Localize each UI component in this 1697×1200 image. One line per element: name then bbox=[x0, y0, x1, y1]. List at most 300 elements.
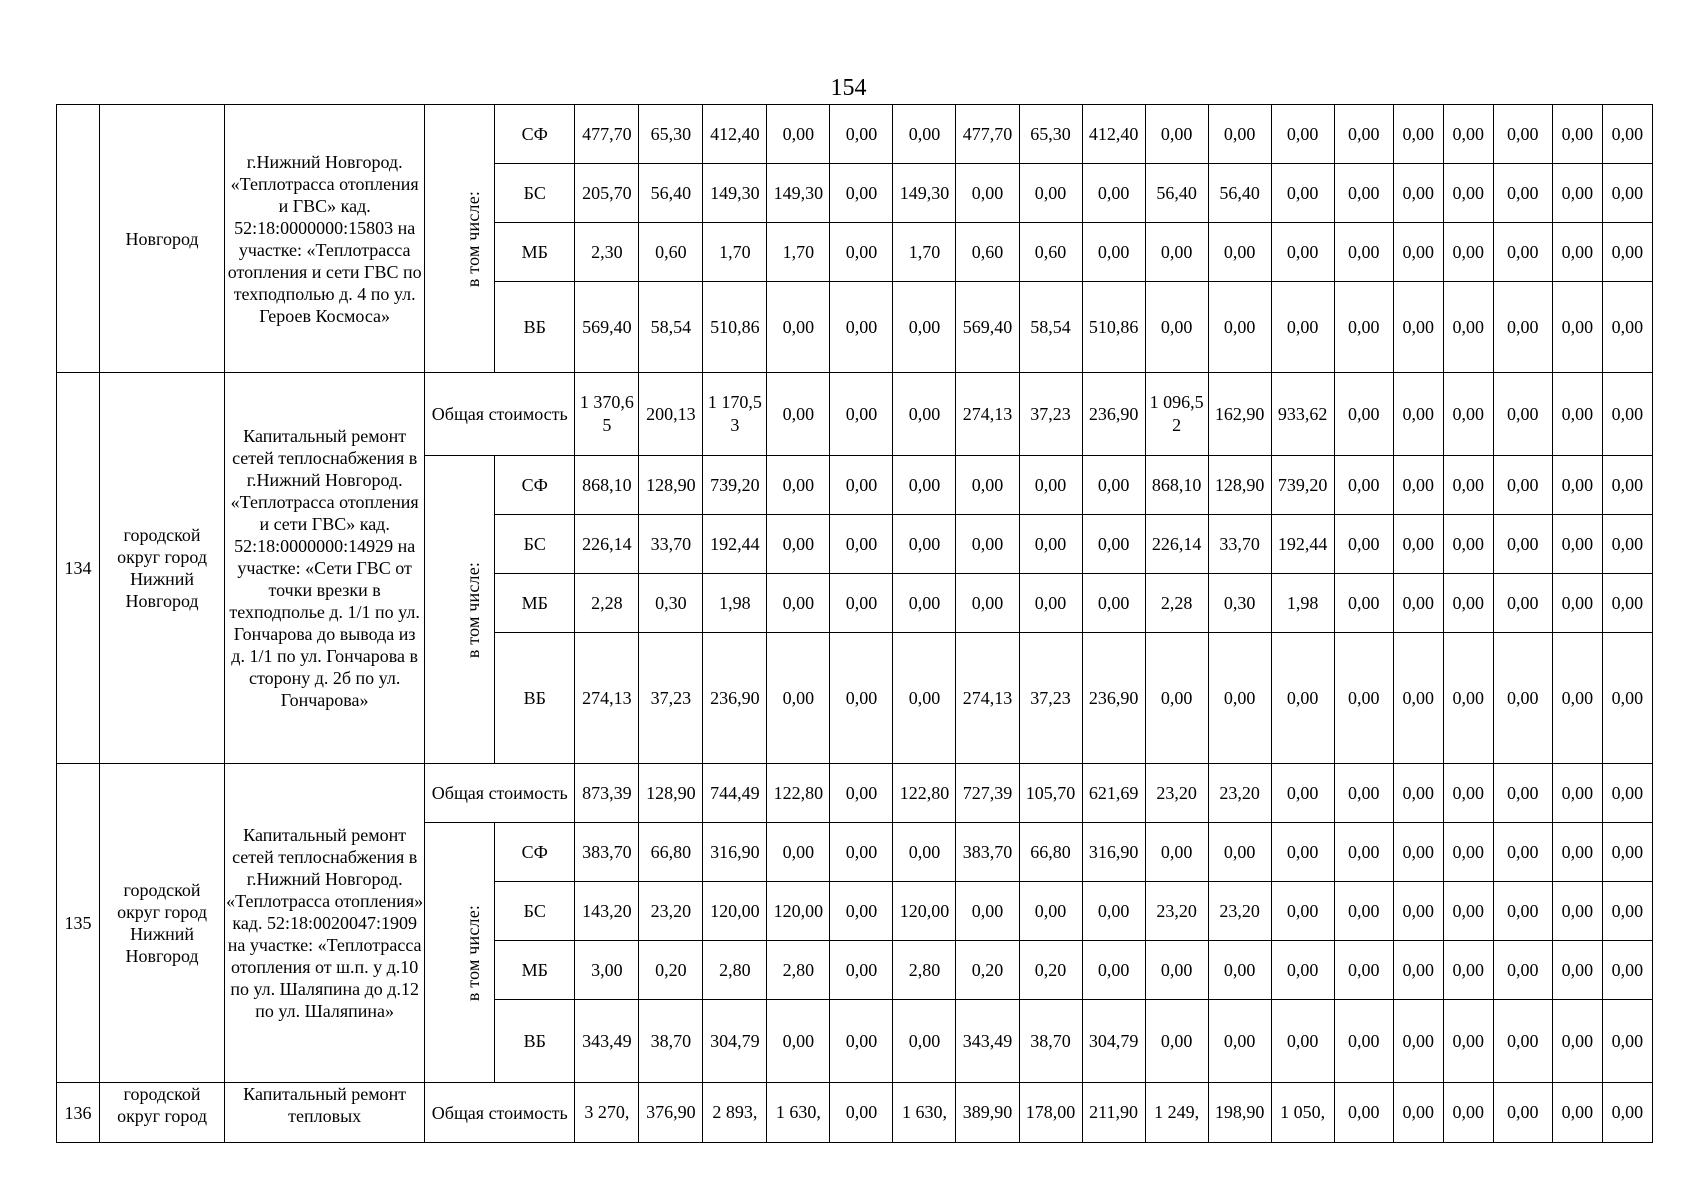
value-cell bbox=[893, 373, 956, 456]
value-cell bbox=[639, 823, 703, 882]
value-text: 120,00 bbox=[710, 900, 760, 921]
value-text: 0,00 bbox=[1507, 592, 1539, 613]
value-text: 0,00 bbox=[1347, 841, 1380, 862]
value-cell bbox=[956, 764, 1019, 823]
value-text: 0,00 bbox=[782, 687, 815, 708]
value-text: 0,00 bbox=[908, 533, 941, 554]
value-text: 0,00 bbox=[1452, 474, 1484, 495]
value-cell bbox=[830, 515, 893, 574]
value-text: 0,00 bbox=[1452, 841, 1484, 862]
value-cell bbox=[1334, 633, 1393, 764]
value-text: 0,00 bbox=[1561, 1102, 1594, 1122]
page-number: 154 bbox=[830, 75, 867, 101]
value-cell bbox=[575, 515, 639, 574]
value-cell bbox=[1082, 941, 1145, 1000]
value-cell bbox=[1443, 282, 1493, 373]
value-text: 0,00 bbox=[782, 316, 815, 337]
value-text: 0,00 bbox=[1347, 687, 1380, 708]
value-text: 37,23 bbox=[1030, 403, 1071, 424]
value-cell bbox=[893, 823, 956, 882]
value-text: 0,00 bbox=[1561, 182, 1594, 203]
value-cell bbox=[767, 941, 830, 1000]
value-cell bbox=[1552, 515, 1602, 574]
value-text: 0,00 bbox=[1160, 123, 1193, 144]
value-text: 0,00 bbox=[1097, 592, 1130, 613]
value-cell bbox=[830, 164, 893, 223]
value-cell bbox=[1271, 223, 1334, 282]
value-text: 0,00 bbox=[1347, 1030, 1380, 1051]
value-cell bbox=[703, 633, 767, 764]
value-cell bbox=[1145, 941, 1208, 1000]
value-text: 739,20 bbox=[710, 474, 760, 495]
value-text: 0,00 bbox=[1611, 182, 1644, 203]
value-cell bbox=[1019, 164, 1082, 223]
value-text: 0,00 bbox=[1286, 182, 1319, 203]
value-cell bbox=[575, 223, 639, 282]
value-cell bbox=[1082, 764, 1145, 823]
value-cell bbox=[703, 515, 767, 574]
value-text: 3,00 bbox=[591, 959, 623, 980]
value-text: 0,00 bbox=[782, 474, 815, 495]
value-cell bbox=[1208, 282, 1271, 373]
value-text: 0,00 bbox=[1611, 900, 1644, 921]
value-cell bbox=[956, 282, 1019, 373]
value-text: 0,00 bbox=[1286, 316, 1319, 337]
value-text: 0,00 bbox=[1452, 959, 1484, 980]
value-cell bbox=[1208, 105, 1271, 164]
value-text: 412,40 bbox=[710, 123, 760, 144]
value-cell bbox=[1208, 1000, 1271, 1083]
value-cell bbox=[767, 1083, 830, 1143]
value-text: 2,28 bbox=[1160, 592, 1193, 613]
value-cell bbox=[1393, 373, 1443, 456]
value-text: 0,00 bbox=[1097, 533, 1130, 554]
value-cell bbox=[1602, 164, 1652, 223]
value-text: 0,00 bbox=[1507, 123, 1539, 144]
funding-source-label: СФ bbox=[495, 456, 575, 515]
value-cell bbox=[639, 282, 703, 373]
value-text: 105,70 bbox=[1025, 782, 1076, 803]
value-cell bbox=[1602, 941, 1652, 1000]
value-cell bbox=[639, 882, 703, 941]
value-text: 23,20 bbox=[1219, 782, 1260, 803]
value-cell bbox=[1393, 282, 1443, 373]
value-text: 0,00 bbox=[1561, 474, 1594, 495]
value-cell bbox=[1082, 164, 1145, 223]
value-cell bbox=[893, 515, 956, 574]
value-text: 1 249, bbox=[1154, 1102, 1200, 1122]
including-label-cell bbox=[425, 823, 495, 1083]
value-text: 0,00 bbox=[1160, 1030, 1193, 1051]
value-cell bbox=[639, 633, 703, 764]
value-text: 56,40 bbox=[650, 182, 692, 203]
value-cell bbox=[1334, 373, 1393, 456]
value-cell bbox=[1552, 823, 1602, 882]
value-cell bbox=[1271, 105, 1334, 164]
value-text: 0,00 bbox=[908, 123, 941, 144]
value-cell bbox=[639, 105, 703, 164]
value-cell bbox=[1552, 764, 1602, 823]
value-cell bbox=[1271, 456, 1334, 515]
value-text: 178,00 bbox=[1025, 1102, 1076, 1122]
value-text: 0,00 bbox=[845, 1102, 878, 1122]
value-text: 0,00 bbox=[1507, 900, 1539, 921]
value-cell bbox=[767, 223, 830, 282]
value-cell bbox=[703, 282, 767, 373]
value-text: 192,44 bbox=[710, 533, 760, 554]
value-text: 0,00 bbox=[1507, 841, 1539, 862]
value-cell bbox=[1145, 164, 1208, 223]
value-text: 569,40 bbox=[962, 316, 1013, 337]
funding-source-label: МБ bbox=[495, 223, 575, 282]
value-text: 38,70 bbox=[650, 1030, 692, 1051]
value-cell bbox=[1552, 574, 1602, 633]
value-text: 37,23 bbox=[650, 687, 692, 708]
value-cell bbox=[1019, 223, 1082, 282]
value-cell bbox=[893, 764, 956, 823]
item-number-cell: 134 bbox=[57, 373, 100, 764]
funding-source-label: БС bbox=[495, 882, 575, 941]
value-text: 0,00 bbox=[845, 782, 878, 803]
value-text: 0,00 bbox=[971, 474, 1004, 495]
value-text: 66,80 bbox=[1030, 841, 1071, 862]
value-cell bbox=[1082, 1000, 1145, 1083]
value-cell bbox=[1145, 1000, 1208, 1083]
value-text: 56,40 bbox=[1219, 182, 1260, 203]
value-text: 0,00 bbox=[1097, 959, 1130, 980]
value-cell bbox=[703, 164, 767, 223]
value-cell bbox=[1393, 941, 1443, 1000]
value-text: 0,00 bbox=[1611, 123, 1644, 144]
value-cell bbox=[1019, 633, 1082, 764]
value-cell bbox=[639, 456, 703, 515]
value-cell bbox=[1334, 1083, 1393, 1143]
value-cell bbox=[767, 105, 830, 164]
value-text: 0,00 bbox=[1402, 841, 1434, 862]
value-text: 0,00 bbox=[1402, 316, 1434, 337]
value-text: 2,30 bbox=[591, 241, 623, 262]
value-cell bbox=[830, 882, 893, 941]
value-text: 0,00 bbox=[971, 182, 1004, 203]
value-text: 0,00 bbox=[1611, 959, 1644, 980]
value-text: 0,00 bbox=[1452, 687, 1484, 708]
value-text: 868,10 bbox=[582, 474, 632, 495]
value-cell bbox=[1602, 515, 1652, 574]
value-text: 0,00 bbox=[1160, 959, 1193, 980]
item-number-cell: 135 bbox=[57, 764, 100, 1083]
value-text: 0,00 bbox=[845, 533, 878, 554]
value-text: 0,00 bbox=[1402, 1030, 1434, 1051]
value-cell bbox=[1602, 633, 1652, 764]
value-text: 0,00 bbox=[1034, 592, 1067, 613]
value-text: 149,30 bbox=[899, 182, 950, 203]
table-row bbox=[57, 105, 1653, 164]
value-cell bbox=[639, 515, 703, 574]
value-cell bbox=[1552, 282, 1602, 373]
value-cell bbox=[830, 823, 893, 882]
value-text: 0,00 bbox=[1507, 533, 1539, 554]
value-text: 0,00 bbox=[1223, 123, 1256, 144]
object-name-cell: г.Нижний Новгород. «Теплотрасса отопления и ГВС» кад. 52:18:0000000:15803 на участке: «Теплотрасса отопления и сети ГВС по техподполью д. 4 по ул. Героев Космоса» bbox=[225, 105, 425, 373]
value-text: 376,90 bbox=[646, 1102, 696, 1122]
value-text: 143,20 bbox=[582, 900, 632, 921]
value-text: 198,90 bbox=[1214, 1102, 1265, 1122]
value-text: 0,60 bbox=[655, 241, 687, 262]
value-cell bbox=[1019, 764, 1082, 823]
value-cell bbox=[1019, 373, 1082, 456]
value-text: 0,00 bbox=[1286, 123, 1319, 144]
value-text: 58,54 bbox=[650, 316, 692, 337]
value-cell bbox=[1082, 574, 1145, 633]
value-cell bbox=[1393, 456, 1443, 515]
value-text: 0,00 bbox=[1347, 182, 1380, 203]
value-cell bbox=[1602, 574, 1652, 633]
value-text: 0,00 bbox=[845, 123, 878, 144]
value-text: 0,00 bbox=[1507, 1102, 1539, 1122]
value-text: 149,30 bbox=[710, 182, 760, 203]
value-text: 0,00 bbox=[845, 841, 878, 862]
value-text: 0,00 bbox=[1402, 1102, 1434, 1122]
value-text: 1 096,52 bbox=[1149, 392, 1204, 435]
value-text: 0,00 bbox=[1286, 241, 1319, 262]
value-cell bbox=[1334, 164, 1393, 223]
value-text: 1,98 bbox=[719, 592, 751, 613]
value-text: 0,20 bbox=[1034, 959, 1067, 980]
value-cell bbox=[1271, 164, 1334, 223]
value-cell bbox=[830, 223, 893, 282]
value-text: 383,70 bbox=[582, 841, 632, 862]
value-cell bbox=[956, 223, 1019, 282]
value-cell bbox=[1493, 1083, 1552, 1143]
value-text: 0,00 bbox=[1561, 782, 1594, 803]
value-cell bbox=[767, 282, 830, 373]
value-cell bbox=[575, 1000, 639, 1083]
value-cell bbox=[1145, 574, 1208, 633]
value-text: 621,69 bbox=[1088, 782, 1139, 803]
value-cell bbox=[1082, 282, 1145, 373]
value-cell bbox=[767, 633, 830, 764]
funding-source-label: ВБ bbox=[495, 282, 575, 373]
value-cell bbox=[1602, 456, 1652, 515]
value-cell bbox=[1393, 764, 1443, 823]
value-text: 0,00 bbox=[1507, 474, 1539, 495]
value-cell bbox=[1493, 105, 1552, 164]
value-text: 0,00 bbox=[1223, 959, 1256, 980]
value-cell bbox=[1271, 515, 1334, 574]
value-text: 0,00 bbox=[845, 474, 878, 495]
value-text: 65,30 bbox=[1030, 123, 1071, 144]
value-cell bbox=[575, 1083, 639, 1143]
value-cell bbox=[1082, 105, 1145, 164]
value-cell bbox=[1493, 1000, 1552, 1083]
value-cell bbox=[1552, 1000, 1602, 1083]
value-text: 0,30 bbox=[655, 592, 687, 613]
value-cell bbox=[1334, 823, 1393, 882]
value-cell bbox=[639, 941, 703, 1000]
value-text: 0,00 bbox=[1402, 592, 1434, 613]
value-text: 0,00 bbox=[1611, 533, 1644, 554]
value-text: 122,80 bbox=[899, 782, 950, 803]
value-text: 0,00 bbox=[1561, 241, 1594, 262]
value-cell bbox=[1145, 882, 1208, 941]
value-cell bbox=[1443, 764, 1493, 823]
value-text: 236,90 bbox=[1088, 403, 1139, 424]
value-cell bbox=[575, 882, 639, 941]
value-cell bbox=[1602, 223, 1652, 282]
value-text: 569,40 bbox=[582, 316, 632, 337]
value-text: 0,00 bbox=[1452, 123, 1484, 144]
value-cell bbox=[1082, 456, 1145, 515]
value-cell bbox=[1552, 164, 1602, 223]
value-text: 0,00 bbox=[1611, 316, 1644, 337]
value-cell bbox=[1208, 574, 1271, 633]
municipality-cell: городской округ город Нижний Новгород bbox=[100, 373, 225, 764]
value-cell bbox=[1208, 373, 1271, 456]
value-cell bbox=[1208, 223, 1271, 282]
value-text: 0,00 bbox=[1347, 123, 1380, 144]
value-cell bbox=[767, 823, 830, 882]
value-text: 23,20 bbox=[1156, 900, 1197, 921]
value-cell bbox=[1493, 574, 1552, 633]
value-cell bbox=[1493, 456, 1552, 515]
value-text: 37,23 bbox=[1030, 687, 1071, 708]
value-cell bbox=[1443, 373, 1493, 456]
value-cell bbox=[830, 633, 893, 764]
value-cell bbox=[1393, 882, 1443, 941]
value-cell bbox=[703, 1000, 767, 1083]
value-text: 0,00 bbox=[1507, 403, 1539, 424]
object-name-cell: Капитальный ремонт сетей теплоснабжения в г.Нижний Новгород. «Теплотрасса отопления» кад. 52:18:0020047:1909 на участке: «Теплотрасса отопления от ш.п. у д.10 по ул. Шаляпина до д.12 по ул. Шаляпина» bbox=[225, 764, 425, 1083]
value-cell bbox=[830, 1000, 893, 1083]
value-text: 0,00 bbox=[1402, 474, 1434, 495]
value-cell bbox=[1552, 941, 1602, 1000]
value-cell bbox=[575, 574, 639, 633]
value-text: 0,00 bbox=[1561, 1030, 1594, 1051]
value-cell bbox=[639, 223, 703, 282]
value-text: 0,00 bbox=[908, 687, 941, 708]
value-cell bbox=[1393, 223, 1443, 282]
value-cell bbox=[1271, 282, 1334, 373]
value-text: 0,00 bbox=[1286, 782, 1319, 803]
value-cell bbox=[1145, 105, 1208, 164]
value-cell bbox=[575, 282, 639, 373]
value-cell bbox=[1019, 574, 1082, 633]
value-text: 2,80 bbox=[782, 959, 815, 980]
value-text: 744,49 bbox=[710, 782, 760, 803]
value-text: 868,10 bbox=[1151, 474, 1202, 495]
value-cell bbox=[767, 574, 830, 633]
value-cell bbox=[1602, 373, 1652, 456]
value-text: 33,70 bbox=[650, 533, 692, 554]
value-text: 0,00 bbox=[1561, 687, 1594, 708]
value-text: 0,00 bbox=[1286, 687, 1319, 708]
funding-source-label: ВБ bbox=[495, 1000, 575, 1083]
value-text: 510,86 bbox=[710, 316, 760, 337]
value-text: 0,00 bbox=[1034, 474, 1067, 495]
value-cell bbox=[956, 164, 1019, 223]
value-cell bbox=[1493, 282, 1552, 373]
value-cell bbox=[1271, 823, 1334, 882]
including-label: в том числе: bbox=[463, 190, 484, 287]
value-cell bbox=[1443, 574, 1493, 633]
value-cell bbox=[703, 373, 767, 456]
value-text: 0,00 bbox=[1611, 1102, 1644, 1122]
value-text: 0,00 bbox=[1223, 316, 1256, 337]
value-cell bbox=[956, 574, 1019, 633]
value-text: 192,44 bbox=[1277, 533, 1328, 554]
value-cell bbox=[639, 1000, 703, 1083]
value-cell bbox=[1493, 373, 1552, 456]
value-text: 0,00 bbox=[1611, 474, 1644, 495]
table-row bbox=[57, 1083, 1653, 1143]
value-text: 0,00 bbox=[971, 592, 1004, 613]
value-cell bbox=[1208, 1083, 1271, 1143]
including-label: в том числе: bbox=[463, 561, 484, 658]
value-cell bbox=[1393, 105, 1443, 164]
budget-table bbox=[56, 104, 1653, 1143]
value-cell bbox=[1334, 574, 1393, 633]
value-text: 933,62 bbox=[1277, 403, 1328, 424]
value-text: 0,00 bbox=[1160, 841, 1193, 862]
value-cell bbox=[830, 1083, 893, 1143]
value-cell bbox=[1145, 515, 1208, 574]
value-text: 0,00 bbox=[782, 841, 815, 862]
value-cell bbox=[1443, 823, 1493, 882]
value-text: 0,00 bbox=[1402, 241, 1434, 262]
value-cell bbox=[1602, 282, 1652, 373]
value-cell bbox=[639, 764, 703, 823]
value-cell bbox=[1271, 1000, 1334, 1083]
value-cell bbox=[1493, 882, 1552, 941]
value-text: 0,00 bbox=[971, 533, 1004, 554]
value-text: 0,00 bbox=[1561, 592, 1594, 613]
value-cell bbox=[703, 882, 767, 941]
value-cell bbox=[830, 574, 893, 633]
value-cell bbox=[956, 823, 1019, 882]
value-cell bbox=[639, 1083, 703, 1143]
value-cell bbox=[1019, 515, 1082, 574]
funding-source-label: СФ bbox=[495, 823, 575, 882]
value-cell bbox=[1552, 456, 1602, 515]
value-cell bbox=[1393, 164, 1443, 223]
value-text: 236,90 bbox=[710, 687, 760, 708]
value-text: 1,98 bbox=[1286, 592, 1319, 613]
value-cell bbox=[575, 764, 639, 823]
value-cell bbox=[1493, 164, 1552, 223]
value-cell bbox=[1208, 941, 1271, 1000]
value-cell bbox=[575, 941, 639, 1000]
value-text: 0,00 bbox=[1452, 1102, 1484, 1122]
value-text: 0,00 bbox=[1097, 182, 1130, 203]
value-text: 0,00 bbox=[1223, 241, 1256, 262]
value-cell bbox=[893, 1083, 956, 1143]
value-cell bbox=[1271, 373, 1334, 456]
value-cell bbox=[1393, 1083, 1443, 1143]
value-text: 33,70 bbox=[1219, 533, 1260, 554]
value-text: 0,00 bbox=[1402, 403, 1434, 424]
value-cell bbox=[956, 941, 1019, 1000]
value-cell bbox=[1552, 373, 1602, 456]
object-name-cell: Капитальный ремонт сетей теплоснабжения в г.Нижний Новгород. «Теплотрасса отопления и сети ГВС» кад. 52:18:0000000:14929 на участке: «Сети ГВС от точки врезки в техподполье д. 1/1 по ул. Гончарова до вывода из д. 1/1 по ул. Гончарова в сторону д. 2б по ул. Гончарова» bbox=[225, 373, 425, 764]
value-text: 200,13 bbox=[646, 403, 696, 424]
value-cell bbox=[1602, 764, 1652, 823]
value-cell bbox=[1019, 1000, 1082, 1083]
value-text: 383,70 bbox=[962, 841, 1013, 862]
value-cell bbox=[639, 373, 703, 456]
value-text: 0,00 bbox=[1452, 403, 1484, 424]
value-cell bbox=[956, 515, 1019, 574]
including-label: в том числе: bbox=[463, 904, 484, 1001]
